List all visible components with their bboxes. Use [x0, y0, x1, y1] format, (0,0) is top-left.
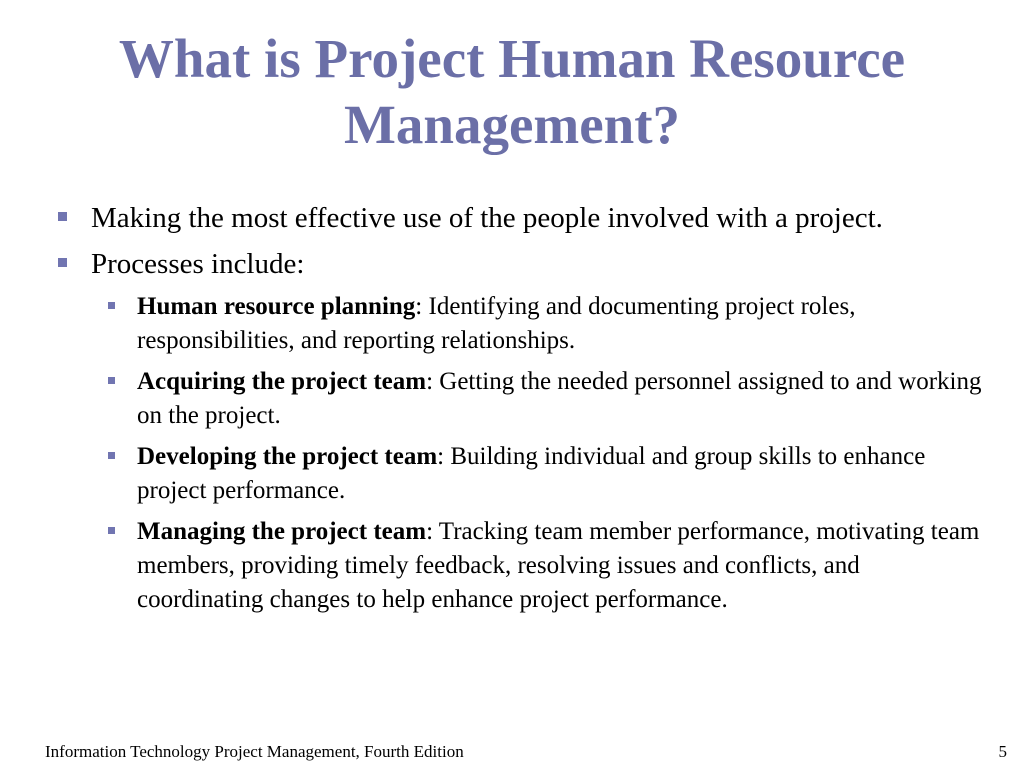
sub-bullet-term: Human resource planning	[137, 293, 416, 320]
bullet-item	[56, 246, 986, 282]
sub-bullet-item	[102, 290, 986, 358]
square-bullet-icon	[108, 377, 115, 384]
sub-bullet-list	[102, 290, 986, 617]
sub-bullet-item	[102, 440, 986, 508]
page-number: 5	[998, 742, 1007, 761]
sub-bullet-description: : Building individual and group skills to enhance project performance.	[137, 443, 926, 504]
square-bullet-icon	[58, 258, 67, 267]
sub-bullet-term: Managing the project team	[137, 518, 427, 545]
sub-bullet-description: : Getting the needed personnel assigned to and working on the project.	[137, 368, 982, 429]
sub-bullet-description: : Tracking team member performance, motivating team members, providing timely feedback, resolving issues and conflicts, and coordinating changes to help enhance project performance.	[137, 518, 980, 613]
sub-bullet-term: Acquiring the project team	[137, 368, 427, 395]
bullet-item	[56, 200, 986, 236]
square-bullet-icon	[108, 302, 115, 309]
square-bullet-icon	[108, 527, 115, 534]
square-bullet-icon	[108, 452, 115, 459]
slide-body	[56, 200, 986, 624]
slide-title: What is Project Human Resource Management?	[118, 28, 906, 155]
bullet-text: Making the most effective use of the people involved with a project.	[91, 202, 883, 234]
footer-text: Information Technology Project Management, Fourth Edition	[45, 742, 464, 761]
square-bullet-icon	[58, 212, 67, 221]
sub-bullet-item	[102, 365, 986, 433]
sub-bullet-description: : Identifying and documenting project roles, responsibilities, and reporting relationships.	[137, 293, 856, 354]
sub-bullet-item	[102, 515, 986, 617]
sub-bullet-term: Developing the project team	[137, 443, 438, 470]
bullet-text: Processes include:	[91, 248, 305, 280]
